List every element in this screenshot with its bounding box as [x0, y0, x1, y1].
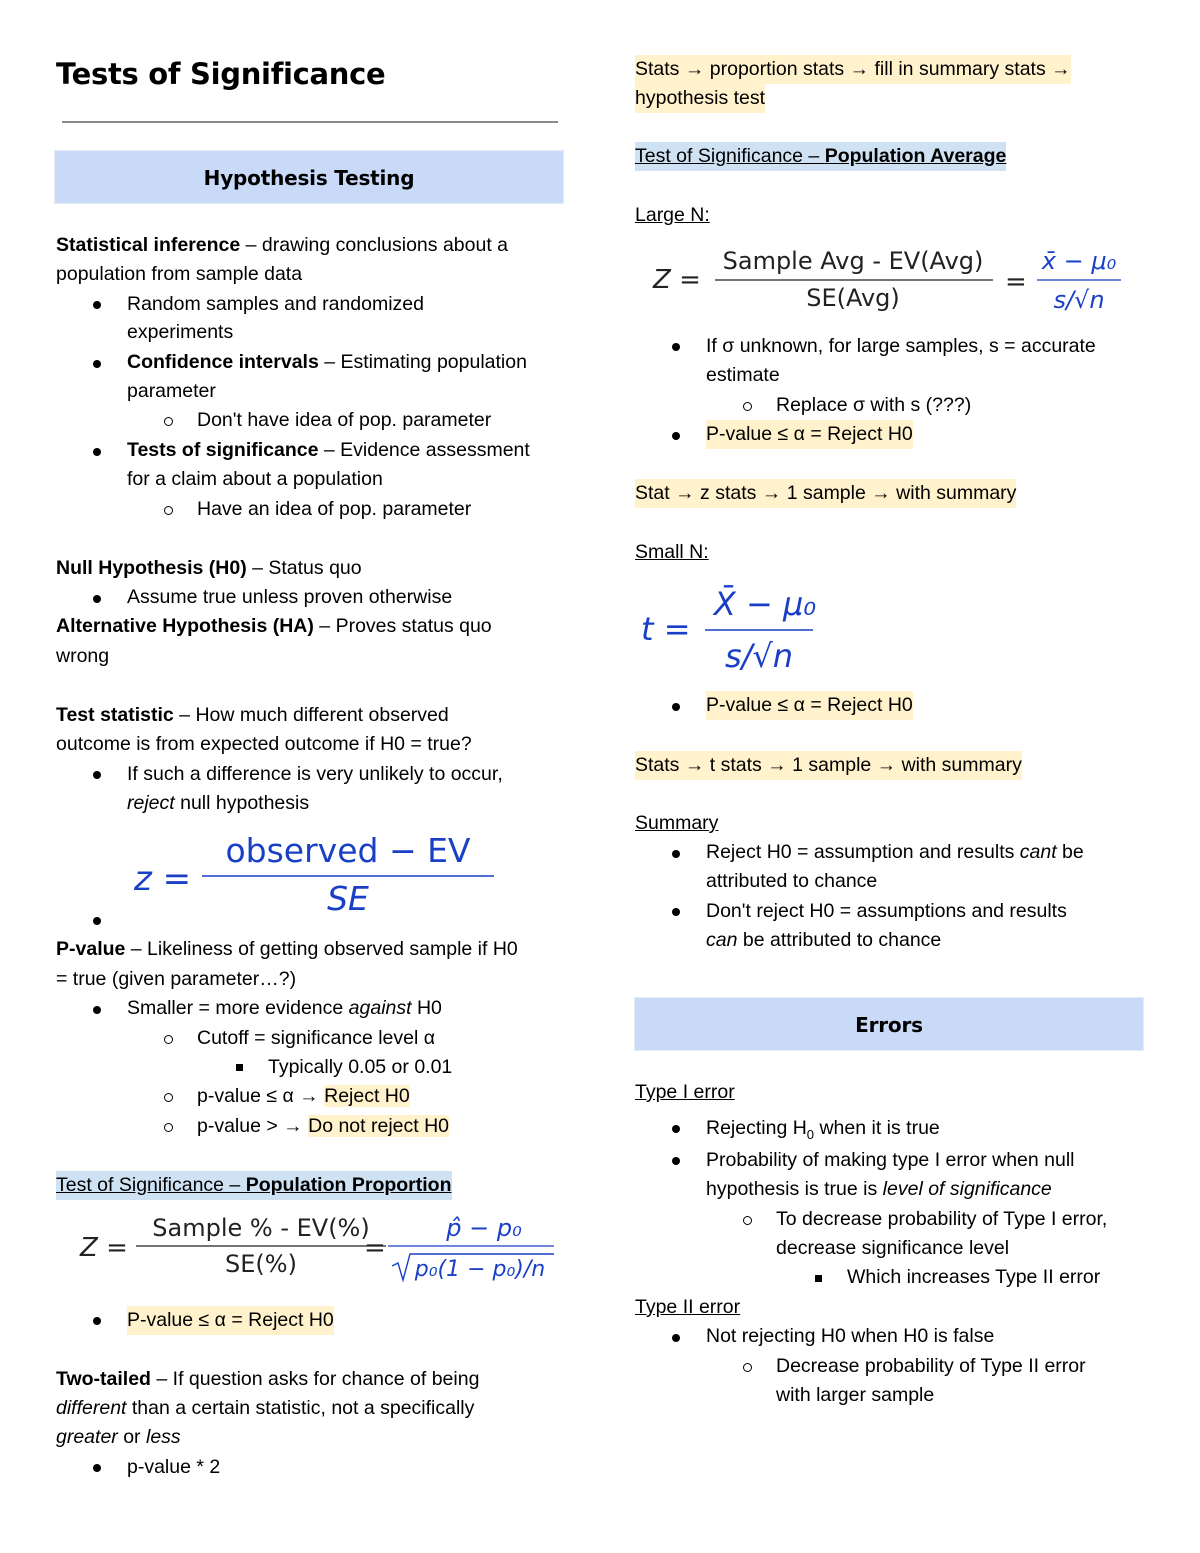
ci-sub-bullet: Don't have idea of pop. parameter [197, 409, 492, 431]
svg-text:z =: z = [134, 859, 192, 899]
summary-bullet1-line1: Reject H0 = assumption and results cant be [706, 841, 1084, 863]
test-statistic-line2: outcome is from expected outcome if H0 = true? [56, 733, 472, 755]
type1-heading: Type I error [635, 1081, 735, 1103]
large-n-heading: Large N: [635, 204, 710, 226]
proportion-heading: Test of Significance – Population Proportion [56, 1171, 452, 1200]
bullet-icon [93, 1317, 101, 1325]
confidence-intervals-line1: Confidence intervals – Estimating population [127, 351, 527, 373]
z-formula [126, 828, 506, 920]
confidence-intervals-line2: parameter [127, 380, 216, 402]
large-n-bullet2: P-value ≤ α = Reject H0 [706, 420, 913, 449]
bullet-icon [93, 1006, 101, 1014]
z-stats-path: Stat → z stats → 1 sample → with summary [635, 479, 1016, 508]
proportion-formula [76, 1208, 566, 1290]
large-n-sub: Replace σ with s (???) [776, 394, 972, 416]
statistical-inference-line1: Statistical inference – drawing conclusions about a [56, 234, 509, 256]
small-n-heading: Small N: [635, 541, 709, 563]
type1-bullet2-line2: hypothesis is true is level of significance [706, 1178, 1052, 1200]
svg-text:observed − EV: observed − EV [225, 831, 471, 870]
tests-significance-line1: Tests of significance – Evidence assessment [127, 439, 530, 461]
svg-text:x̄ − μ₀: x̄ − μ₀ [1041, 247, 1117, 275]
svg-text:p₀(1 − p₀)/n: p₀(1 − p₀)/n [414, 1257, 546, 1282]
svg-text:s/√n: s/√n [724, 637, 794, 675]
bullet-icon [672, 908, 680, 916]
two-tailed-line3: greater or less [56, 1426, 181, 1448]
pvalue-not-reject: p-value > → Do not reject H0 [197, 1115, 450, 1137]
null-bullet: Assume true unless proven otherwise [127, 586, 453, 608]
bullet-icon [93, 771, 101, 779]
tests-significance-line2: for a claim about a population [127, 468, 383, 490]
type1-bullet2-line1: Probability of making type I error when null [706, 1149, 1075, 1171]
type1-subsub: Which increases Type II error [847, 1266, 1101, 1288]
pvalue-line2: = true (given parameter…?) [56, 968, 297, 990]
type2-heading: Type II error [635, 1296, 741, 1318]
bullet-icon [93, 595, 101, 603]
proportion-bullet: P-value ≤ α = Reject H0 [127, 1306, 334, 1335]
two-tailed-line2: different than a certain statistic, not a specifically [56, 1397, 475, 1419]
svg-text:SE(Avg): SE(Avg) [806, 284, 900, 312]
pvalue-line1: P-value – Likeliness of getting observed sample if H0 [56, 938, 518, 960]
bullet-icon [93, 1464, 101, 1472]
two-tailed-line1: Two-tailed – If question asks for chance of being [56, 1368, 480, 1390]
large-n-bullet1-line1: If σ unknown, for large samples, s = accurate [706, 335, 1096, 357]
alt-hypothesis-line2: wrong [56, 645, 110, 667]
svg-text:X̄ − μ₀: X̄ − μ₀ [713, 585, 817, 623]
sub-bullet-icon [164, 1035, 173, 1044]
bullet-icon [93, 360, 101, 368]
summary-bullet1-line2: attributed to chance [706, 870, 878, 892]
sub-bullet-icon [164, 1123, 173, 1132]
bullet-icon [672, 432, 680, 440]
svg-text:Sample Avg - EV(Avg): Sample Avg - EV(Avg) [722, 247, 984, 275]
t-formula [637, 583, 877, 678]
type2-sub-line1: Decrease probability of Type II error [776, 1355, 1086, 1377]
large-n-bullet1-line2: estimate [706, 364, 780, 386]
null-hypothesis: Null Hypothesis (H0) – Status quo [56, 557, 362, 579]
two-tailed-bullet: p-value * 2 [127, 1456, 221, 1478]
svg-text:t =: t = [641, 610, 691, 648]
bullet-icon [672, 1157, 680, 1165]
bullet-icon [93, 917, 101, 925]
bullet-icon [672, 703, 680, 711]
proportion-path-line1: Stats → proportion stats → fill in summary stats → [635, 55, 1071, 84]
summary-heading: Summary [635, 812, 719, 834]
banner-hypothesis-testing: Hypothesis Testing [54, 150, 564, 204]
pvalue-reject: p-value ≤ α → Reject H0 [197, 1085, 410, 1107]
t-stats-path: Stats → t stats → 1 sample → with summary [635, 751, 1022, 780]
sub-bullet-icon [743, 1363, 752, 1372]
bullet-icon [672, 1125, 680, 1133]
title-divider [62, 121, 558, 123]
test-stat-bullet-line2: reject null hypothesis [127, 792, 310, 814]
square-bullet-icon [236, 1064, 243, 1071]
small-n-bullet: P-value ≤ α = Reject H0 [706, 691, 913, 720]
banner-errors: Errors [634, 997, 1144, 1051]
sub-bullet-icon [164, 1093, 173, 1102]
bullet-icon [93, 448, 101, 456]
average-heading: Test of Significance – Population Average [635, 142, 1006, 171]
test-stat-bullet-line1: If such a difference is very unlikely to occur, [127, 763, 503, 785]
svg-text:SE: SE [327, 879, 369, 918]
sub-bullet-icon [743, 402, 752, 411]
type1-sub-line2: decrease significance level [776, 1237, 1010, 1259]
type2-sub-line2: with larger sample [776, 1384, 935, 1406]
statistical-inference-line2: population from sample data [56, 263, 303, 285]
svg-text:s/√n: s/√n [1053, 286, 1105, 314]
svg-text:SE(%): SE(%) [225, 1250, 297, 1278]
svg-text:Z =: Z = [80, 1233, 128, 1263]
type1-sub-line1: To decrease probability of Type I error, [776, 1208, 1108, 1230]
type2-bullet: Not rejecting H0 when H0 is false [706, 1325, 995, 1347]
bullet-icon [93, 301, 101, 309]
random-samples-line1: Random samples and randomized [127, 293, 424, 315]
pvalue-typical: Typically 0.05 or 0.01 [268, 1056, 453, 1078]
test-statistic-line1: Test statistic – How much different observed [56, 704, 449, 726]
bullet-icon [672, 850, 680, 858]
bullet-icon [672, 343, 680, 351]
svg-text:p̂ − p₀: p̂ − p₀ [446, 1214, 522, 1242]
random-samples-line2: experiments [127, 321, 234, 343]
alt-hypothesis-line1: Alternative Hypothesis (HA) – Proves status quo [56, 615, 492, 637]
page-title: Tests of Significance [56, 57, 386, 91]
square-bullet-icon [815, 1275, 822, 1282]
proportion-path-line2: hypothesis test [635, 84, 765, 113]
pvalue-cutoff: Cutoff = significance level α [197, 1027, 435, 1049]
type1-bullet1: Rejecting $H_0$ when it is true [706, 1117, 940, 1142]
sub-bullet-icon [164, 506, 173, 515]
summary-bullet2-line2: can be attributed to chance [706, 929, 942, 951]
svg-text:=: = [1005, 267, 1027, 297]
svg-text:Sample % - EV(%): Sample % - EV(%) [152, 1214, 370, 1242]
summary-bullet2-line1: Don't reject H0 = assumptions and results [706, 900, 1067, 922]
sub-bullet-icon [164, 417, 173, 426]
pvalue-bullet: Smaller = more evidence against H0 [127, 997, 442, 1019]
bullet-icon [672, 1334, 680, 1342]
svg-text:=: = [364, 1233, 386, 1263]
sub-bullet-icon [743, 1216, 752, 1225]
large-n-formula [645, 240, 1145, 320]
svg-text:Z =: Z = [653, 265, 701, 295]
tos-sub-bullet: Have an idea of pop. parameter [197, 498, 472, 520]
